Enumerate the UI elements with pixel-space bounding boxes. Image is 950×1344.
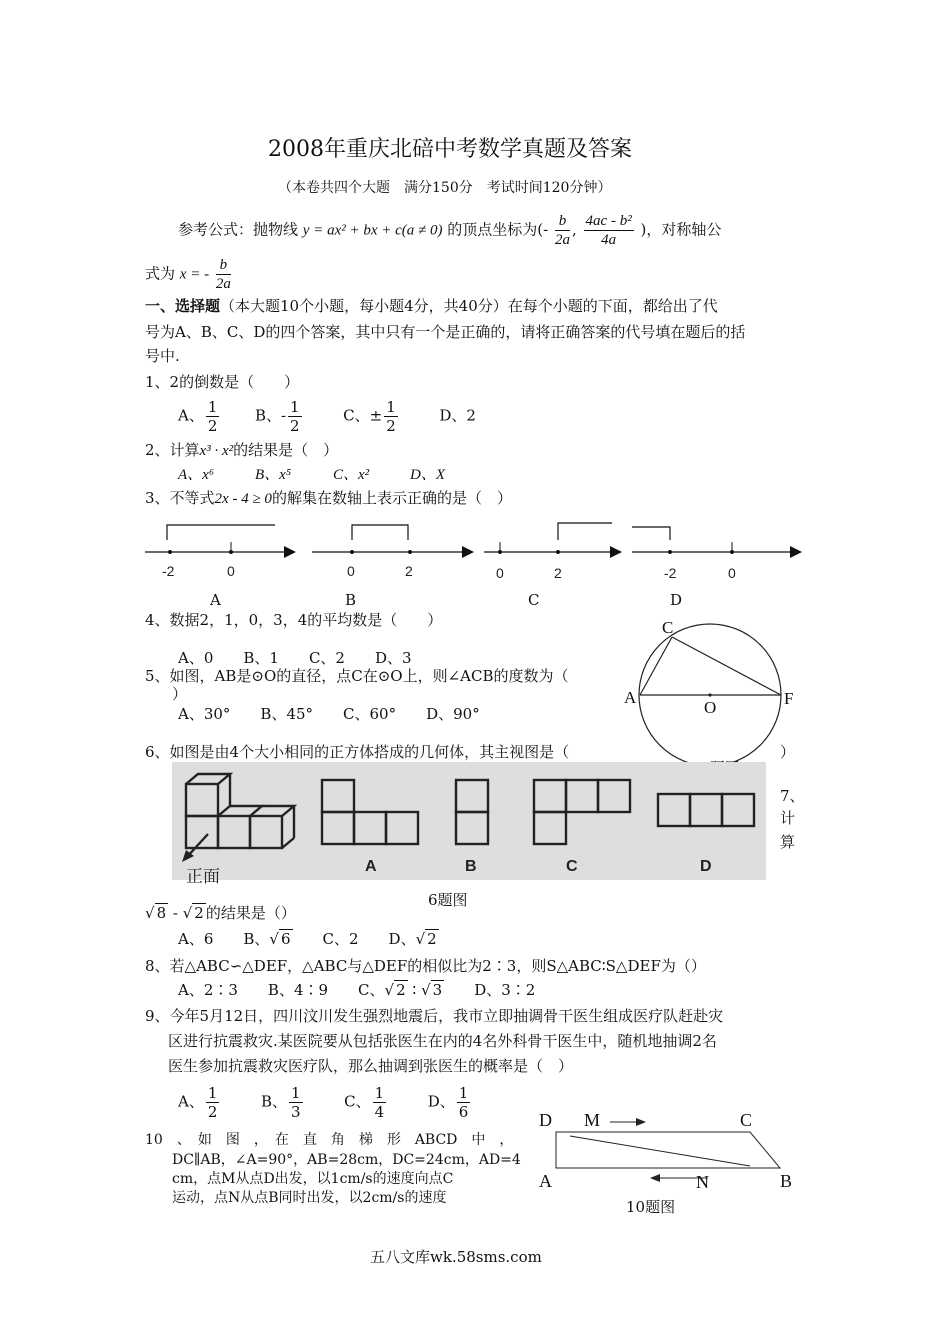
fig6-option-d: D: [700, 858, 712, 875]
section1-intro3: 号中.: [145, 347, 180, 365]
q1-option-d: D、2: [439, 406, 476, 425]
line-b-label-2: 2: [405, 563, 413, 579]
q1-option-c-label: C、±: [343, 406, 383, 425]
q3-stem: 3、不等式2x - 4 ≥ 0的解集在数轴上表示正确的是（ ）: [145, 489, 512, 507]
circle-figure: [620, 615, 800, 765]
q7-radicand-2: 2: [194, 904, 204, 922]
q3-option-a: A: [210, 591, 221, 609]
section1-heading: 一、选择题: [145, 297, 221, 315]
q3-option-c: C: [528, 591, 540, 609]
formula-after: )，对称轴公: [640, 220, 722, 239]
formula-intro: 参考公式：抛物线: [178, 220, 299, 239]
q9-line3: 医生参加抗震救灾医疗队，那么抽调到张医生的概率是（ ）: [168, 1057, 574, 1075]
number-lines: [0, 515, 950, 575]
front-label: 正面: [186, 867, 220, 886]
q2-option-d: D、X: [410, 467, 445, 483]
q1-options: [178, 398, 476, 435]
q10-line4: 运动，点N从点B同时出发，以2cm/s的速度: [172, 1190, 447, 1206]
fig10-point-a: A: [539, 1171, 552, 1191]
q1-stem: 1、2的倒数是（ ）: [145, 373, 300, 391]
q7-stem: √ 8 - √ 2 的结果是（）: [145, 904, 296, 922]
section1-intro2: 号为A、B、C、D的四个答案，其中只有一个是正确的，请将正确答案的代号填在题后的括: [145, 323, 746, 341]
q8-options: A、2∶3 B、4∶9 C、√ 2 ∶ √ 3 D、3∶2: [178, 981, 536, 999]
fig5-point-a: A: [624, 688, 637, 707]
fig10-point-c: C: [740, 1110, 753, 1130]
vertex-x-fraction: $\frac{b}{2a}$: [555, 213, 570, 248]
line-c-label-1: 0: [496, 565, 504, 581]
line-d-label-1: -2: [664, 565, 677, 581]
axis-equation: x = -: [179, 266, 210, 283]
q4-stem: 4、数据2，1，0，3，4的平均数是（ ）: [145, 611, 443, 629]
fig10-point-d: D: [539, 1110, 552, 1130]
q9-options: A、 $\frac{1}{2}$ B、 $\frac{1}{3}$ C、 $\frac{1}{4}$ D、 $\frac{1}{6}$: [178, 1084, 469, 1121]
q3-option-b: B: [345, 591, 357, 609]
q2-option-b: B、x⁵: [255, 467, 292, 483]
q3-option-d: D: [670, 591, 683, 609]
fig6-option-b: B: [465, 858, 477, 875]
fig6-option-a: A: [365, 858, 377, 875]
formula-line: 参考公式：抛物线 y = ax² + bx + c(a ≠ 0) 的顶点坐标为(- $\frac{b}{2a}$ , $\frac{\text{4ac - b²}}{4a}$ )，对称轴公: [178, 213, 722, 248]
fig6-option-c: C: [566, 858, 578, 875]
axis-formula-line: [145, 256, 233, 293]
footer-watermark: 五八文库wk.58sms.com: [370, 1248, 542, 1266]
fig10-point-m: M: [584, 1110, 601, 1130]
q1-option-a-label: A、: [178, 406, 204, 425]
q7-options: A、6 B、√ 6 C、2 D、√ 2: [178, 930, 437, 948]
q7-side-1: 7、: [780, 787, 805, 805]
parabola-equation: y = ax² + bx + c(a ≠ 0): [302, 222, 443, 239]
vertex-y-fraction: $\frac{\text{4ac - b²}}{4a}$: [585, 213, 632, 248]
q9-line1: 9、今年5月12日，四川汶川发生强烈地震后，我市立即抽调骨干医生组成医疗队赶赴灾: [145, 1007, 724, 1025]
line-a-label-1: -2: [162, 563, 175, 579]
page-subtitle: （本卷共四个大题 满分150分 考试时间120分钟）: [278, 180, 612, 196]
section1-intro1: （本大题10个小题，每小题4分，共40分）在每个小题的下面，都给出了代: [220, 297, 718, 315]
q8-stem: 8、若△ABC∽△DEF，△ABC与△DEF的相似比为2∶3，则S△ABC∶S△DEF为（）: [145, 957, 706, 975]
q1-option-b-fraction: $\frac{1}{2}$: [290, 398, 300, 435]
page-title: 2008年重庆北碚中考数学真题及答案: [268, 137, 632, 162]
q10-line1: 10 、 如 图 ， 在 直 角 梯 形 ABCD 中 ，: [145, 1132, 514, 1148]
q3-expression: 2x - 4 ≥ 0: [214, 491, 272, 507]
line-c-label-2: 2: [554, 565, 562, 581]
line-b-label-1: 0: [347, 563, 355, 579]
q10-line2: DC∥AB，∠A=90°，AB=28cm，DC=24cm，AD=4: [172, 1152, 521, 1168]
q7-side-3: 算: [780, 833, 796, 851]
q6-close: ）: [780, 743, 796, 761]
fig5-point-b: F: [784, 689, 794, 708]
q10-line3: cm，点M从点D出发，以1cm/s的速度向点C: [172, 1171, 454, 1187]
cubes-figure: [172, 762, 766, 886]
fig5-point-c: C: [662, 618, 674, 637]
q5-close: ）: [172, 685, 188, 703]
fig6-caption: 6题图: [428, 891, 468, 909]
q2-stem: 2、计算x³ · x²的结果是（ ）: [145, 441, 339, 459]
q2-option-c: C、x²: [333, 467, 370, 483]
q7-side-2: 计: [780, 809, 796, 827]
trapezoid-figure: [530, 1110, 800, 1190]
axis-label: 式为: [145, 264, 176, 283]
fig10-caption: 10题图: [626, 1198, 676, 1216]
q5-options: A、30° B、45° C、60° D、90°: [178, 705, 480, 723]
q6-stem: 6、如图是由4个大小相同的正方体搭成的几何体，其主视图是（: [145, 743, 570, 761]
q5-stem: 5、如图，AB是⊙O的直径，点C在⊙O上，则∠ACB的度数为（: [145, 667, 569, 685]
line-d-label-2: 0: [728, 565, 736, 581]
q7-radicand-8: 8: [156, 904, 167, 922]
q4-options: A、0 B、1 C、2 D、3: [178, 649, 412, 667]
vertex-label: 的顶点坐标为(-: [447, 220, 549, 239]
q1-option-a-fraction: $\frac{1}{2}$: [207, 398, 218, 435]
section1-line1: [145, 296, 718, 316]
q1-option-b-label: B、-: [254, 406, 287, 425]
fig10-point-b: B: [780, 1171, 793, 1191]
q2-option-a: A、x⁶: [178, 467, 215, 483]
q9-line2: 区进行抗震救灾.某医院要从包括张医生在内的4名外科骨干医生中，随机地抽调2名: [168, 1032, 717, 1050]
line-a-label-2: 0: [227, 563, 235, 579]
q1-option-c-fraction: $\frac{1}{2}$: [386, 398, 396, 435]
fig10-point-n: N: [696, 1172, 709, 1192]
fig5-point-o: O: [704, 698, 717, 717]
q2-expression: x³ · x²: [199, 443, 234, 459]
axis-fraction: $\frac{b}{2a}$: [215, 257, 231, 292]
